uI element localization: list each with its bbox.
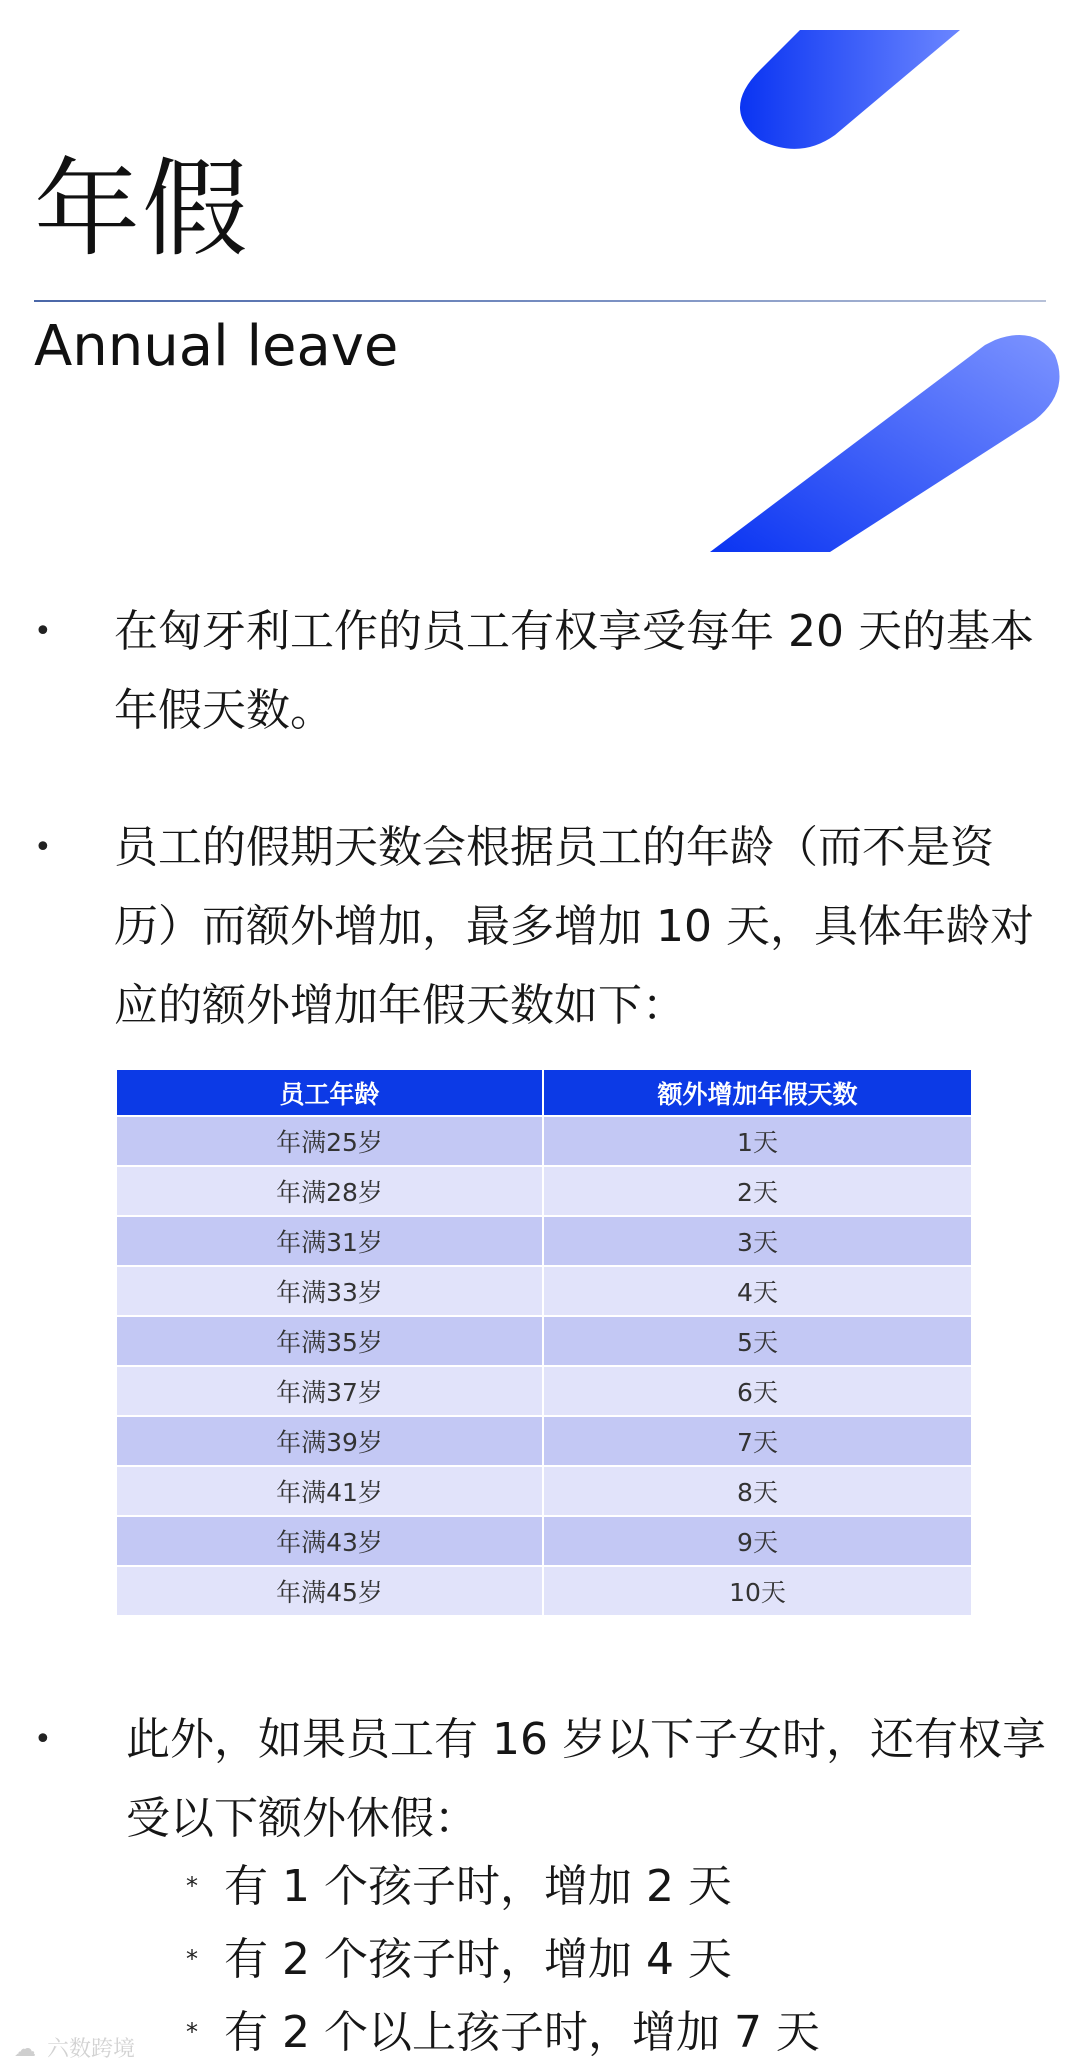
watermark (14, 2036, 135, 2064)
days-cell: 5天 (543, 1316, 972, 1366)
age-cell: 年满28岁 (116, 1166, 543, 1216)
watermark-logo-icon: ☁ (14, 2037, 36, 2062)
table-header-row (116, 1069, 972, 1116)
page-subtitle: Annual leave (34, 314, 399, 379)
table-row (116, 1366, 972, 1416)
table-row (116, 1466, 972, 1516)
asterisk-icon: * (186, 1872, 198, 1900)
list-item (186, 1850, 1066, 1923)
header-employee-age: 员工年龄 (116, 1069, 543, 1116)
days-cell: 8天 (543, 1466, 972, 1516)
bullet-text: 在匈牙利工作的员工有权享受每年 20 天的基本年假天数。 (114, 606, 1034, 736)
age-cell: 年满35岁 (116, 1316, 543, 1366)
children-leave-list (186, 1850, 1066, 2069)
age-cell: 年满39岁 (116, 1416, 543, 1466)
days-cell: 3天 (543, 1216, 972, 1266)
list-item-text: 有 2 个孩子时，增加 4 天 (224, 1934, 732, 1985)
table-row (116, 1216, 972, 1266)
days-cell: 2天 (543, 1166, 972, 1216)
title-divider (34, 300, 1046, 302)
bullet-children-leave (34, 1700, 1054, 1858)
days-cell: 9天 (543, 1516, 972, 1566)
age-cell: 年满33岁 (116, 1266, 543, 1316)
page-title: 年假 (34, 148, 250, 271)
asterisk-icon: * (186, 1945, 198, 1973)
age-cell: 年满45岁 (116, 1566, 543, 1616)
bullet-dot: • (34, 614, 52, 649)
table-row (116, 1416, 972, 1466)
table-row (116, 1166, 972, 1216)
asterisk-icon: * (186, 2018, 198, 2046)
days-cell: 4天 (543, 1266, 972, 1316)
bullet-basic-leave (34, 592, 1054, 750)
bullet-age-based-leave (34, 808, 1054, 1045)
table-row (116, 1516, 972, 1566)
decorative-stroke-top (0, 0, 1079, 160)
header-extra-days: 额外增加年假天数 (543, 1069, 972, 1116)
list-item (186, 1996, 1066, 2069)
days-cell: 6天 (543, 1366, 972, 1416)
age-cell: 年满31岁 (116, 1216, 543, 1266)
age-cell: 年满43岁 (116, 1516, 543, 1566)
bullet-text: 此外，如果员工有 16 岁以下子女时，还有权享受以下额外休假： (126, 1714, 1046, 1844)
table-row (116, 1316, 972, 1366)
table-row (116, 1566, 972, 1616)
list-item-text: 有 1 个孩子时，增加 2 天 (224, 1861, 732, 1912)
age-cell: 年满41岁 (116, 1466, 543, 1516)
age-cell: 年满25岁 (116, 1116, 543, 1166)
days-cell: 10天 (543, 1566, 972, 1616)
days-cell: 1天 (543, 1116, 972, 1166)
table-row (116, 1266, 972, 1316)
days-cell: 7天 (543, 1416, 972, 1466)
bullet-dot: • (34, 830, 52, 865)
bullet-dot: • (34, 1722, 52, 1757)
table-row (116, 1116, 972, 1166)
bullet-text: 员工的假期天数会根据员工的年龄（而不是资历）而额外增加，最多增加 10 天，具体年龄对应的额外增加年假天数如下： (114, 822, 1034, 1031)
age-cell: 年满37岁 (116, 1366, 543, 1416)
list-item-text: 有 2 个以上孩子时，增加 7 天 (224, 2007, 820, 2058)
extra-leave-table (115, 1068, 973, 1617)
list-item (186, 1923, 1066, 1996)
watermark-text: 六数跨境 (47, 2037, 136, 2062)
